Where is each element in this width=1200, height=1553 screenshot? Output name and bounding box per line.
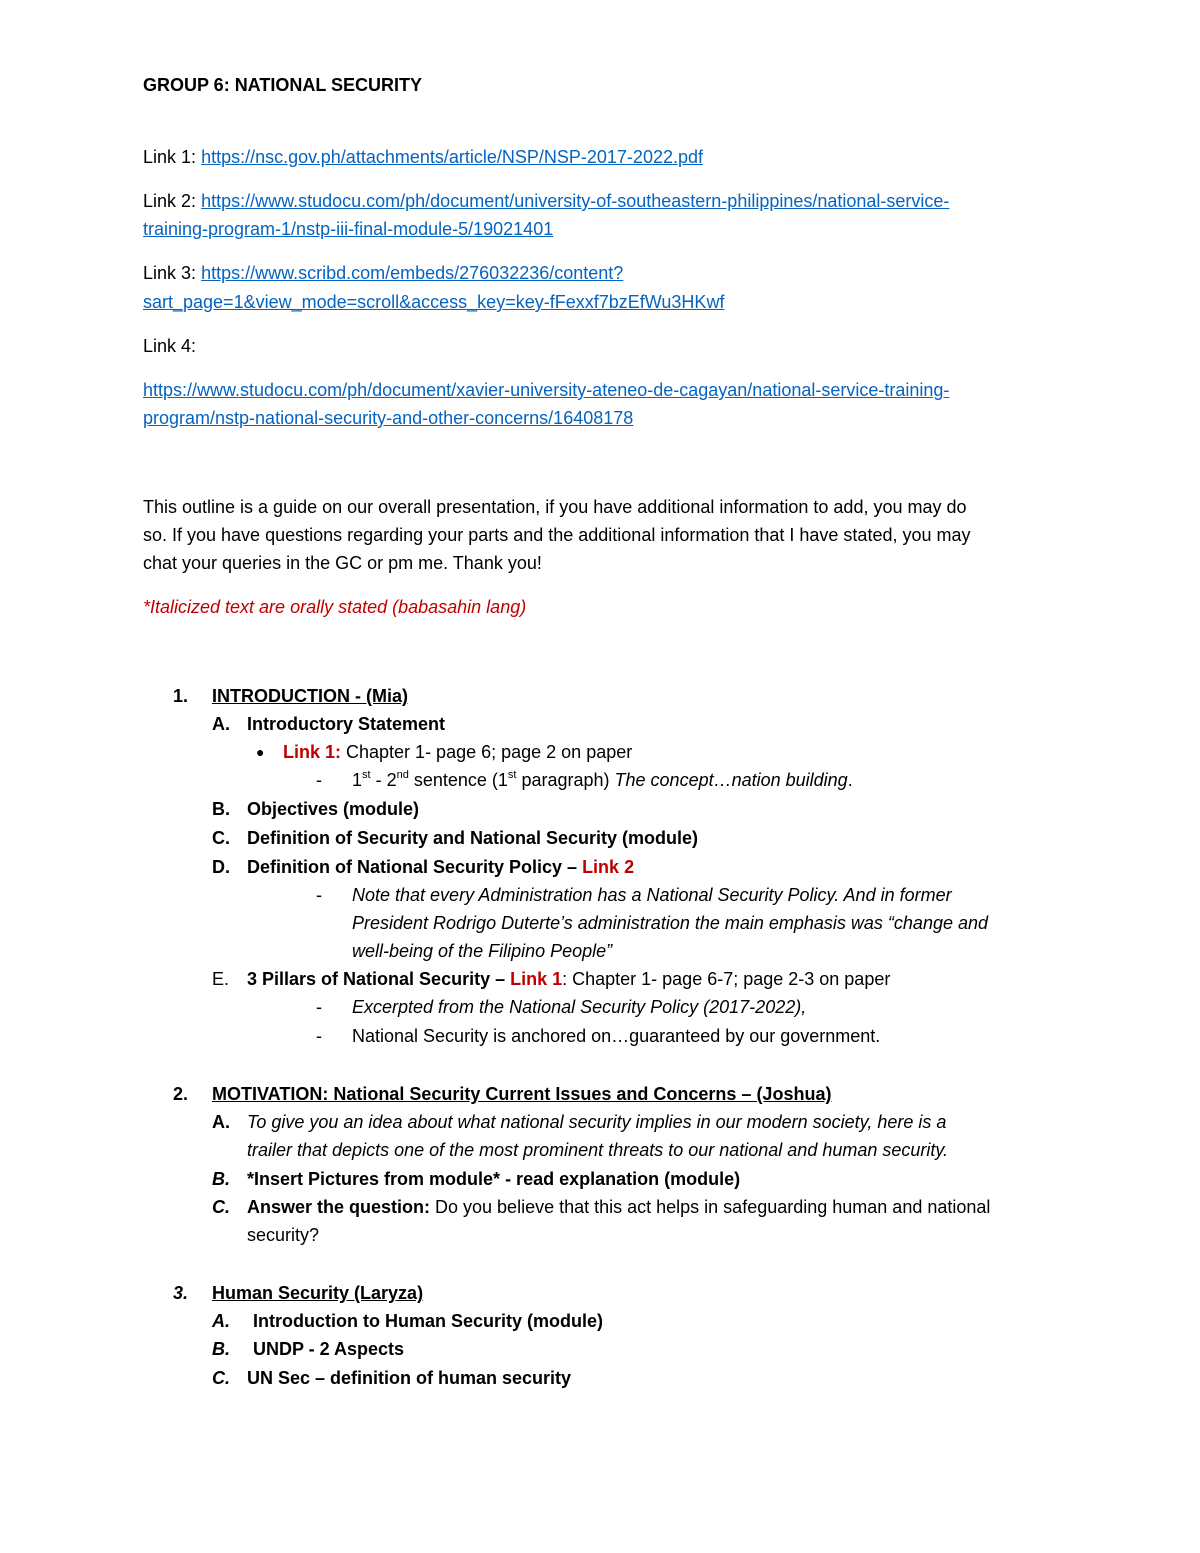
s1-a-letter: A.	[212, 714, 230, 734]
page-title: GROUP 6: NATIONAL SECURITY	[143, 75, 423, 95]
intro-paragraph-line-1: This outline is a guide on our overall presentation, if you have additional information to add, you may do	[143, 497, 967, 517]
link-2-row	[143, 189, 949, 213]
link-3-label: Link 3:	[143, 263, 197, 283]
section-3-number: 3.	[173, 1283, 189, 1303]
s1-a-bullet-text: Chapter 1- page 6; page 2 on paper	[341, 742, 633, 762]
s3-b-letter: B.	[212, 1339, 230, 1359]
link-1-label: Link 1:	[143, 147, 197, 167]
s1-b-letter: B.	[212, 799, 230, 819]
s1-e-link: Link 1	[510, 969, 563, 989]
s1-e-text: 3 Pillars of National Security –	[247, 969, 511, 989]
s1-a-bullet-link: Link 1:	[283, 742, 342, 762]
link-3-row	[143, 261, 623, 285]
s2-c-row	[247, 1195, 990, 1219]
s3-c-letter: C.	[212, 1368, 230, 1388]
link-4-url-line-1[interactable]: https://www.studocu.com/ph/document/xavier-university-ateneo-de-cagayan/national-service-training-	[143, 380, 950, 400]
s1-d-note-line-2: President Rodrigo Duterte’s administration the main emphasis was “change and	[352, 913, 989, 933]
s2-c-line-2: security?	[247, 1225, 320, 1245]
link-4-label: Link 4:	[143, 336, 197, 356]
s1-e-dash-2: -	[316, 1026, 322, 1046]
s1-d-link: Link 2	[582, 857, 635, 877]
intro-paragraph-line-2: so. If you have questions regarding your parts and the additional information that I have stated, you may	[143, 525, 971, 545]
s3-c-text: UN Sec – definition of human security	[247, 1368, 572, 1388]
s1-c-text: Definition of Security and National Security (module)	[247, 828, 699, 848]
s2-c-rest: Do you believe that this act helps in safeguarding human and national	[430, 1197, 991, 1217]
s1-e-dash-1: -	[316, 997, 322, 1017]
s2-c-letter: C.	[212, 1197, 230, 1217]
s1-a-text: Introductory Statement	[247, 714, 446, 734]
link-3-url-line-1[interactable]: https://www.scribd.com/embeds/276032236/content?	[201, 263, 624, 283]
s1-d-text: Definition of National Security Policy –	[247, 857, 583, 877]
s2-b-text: *Insert Pictures from module* - read explanation (module)	[247, 1169, 741, 1189]
s1-b-text: Objectives (module)	[247, 799, 420, 819]
s3-b-text: UNDP - 2 Aspects	[253, 1339, 405, 1359]
intro-paragraph-line-3: chat your queries in the GC or pm me. Thank you!	[143, 553, 542, 573]
s3-a-letter: A.	[212, 1311, 230, 1331]
link-4-url-line-2[interactable]: program/nstp-national-security-and-other-concerns/16408178	[143, 408, 634, 428]
link-2-label: Link 2:	[143, 191, 197, 211]
link-1-row	[143, 145, 703, 169]
section-2-number: 2.	[173, 1084, 189, 1104]
s1-e-sub-1: Excerpted from the National Security Policy (2017-2022),	[352, 997, 807, 1017]
s1-a-subitem: 1st - 2nd sentence (1st paragraph) The concept…nation building.	[352, 769, 853, 790]
s1-a-dash: -	[316, 770, 322, 790]
s2-b-letter: B.	[212, 1169, 230, 1189]
s2-a-letter: A.	[212, 1112, 230, 1132]
s2-a-line-1: To give you an idea about what national security implies in our modern society, here is a	[247, 1112, 947, 1132]
section-3-title: Human Security (Laryza)	[212, 1283, 424, 1303]
s1-e-sub-2: National Security is anchored on…guaranteed by our government.	[352, 1026, 881, 1046]
s1-d-dash: -	[316, 885, 322, 905]
italic-note: *Italicized text are orally stated (babasahin lang)	[143, 597, 527, 617]
link-2-url-line-1[interactable]: https://www.studocu.com/ph/document/university-of-southeastern-philippines/national-service-	[201, 191, 950, 211]
link-3-url-line-2[interactable]: sart_page=1&view_mode=scroll&access_key=key-fFexxf7bzEfWu3HKwf	[143, 292, 725, 312]
s1-d-row	[247, 855, 634, 879]
link-2-url-line-2[interactable]: training-program-1/nstp-iii-final-module-5/19021401	[143, 219, 554, 239]
bullet-icon: ●	[256, 744, 265, 760]
s1-d-note-line-1: Note that every Administration has a National Security Policy. And in former	[352, 885, 952, 905]
s1-e-rest: : Chapter 1- page 6-7; page 2-3 on paper	[562, 969, 891, 989]
s1-d-note-line-3: well-being of the Filipino People”	[352, 941, 613, 961]
section-1-number: 1.	[173, 686, 189, 706]
s2-c-bold: Answer the question:	[247, 1197, 431, 1217]
s1-e-letter: E.	[212, 969, 230, 989]
s1-e-row	[247, 967, 890, 991]
section-2-title: MOTIVATION: National Security Current Issues and Concerns – (Joshua)	[212, 1084, 832, 1104]
s1-a-bullet	[283, 740, 632, 764]
link-1-url[interactable]: https://nsc.gov.ph/attachments/article/NSP/NSP-2017-2022.pdf	[201, 147, 703, 167]
s1-d-letter: D.	[212, 857, 230, 877]
s3-a-text: Introduction to Human Security (module)	[253, 1311, 603, 1331]
section-1-title: INTRODUCTION - (Mia)	[212, 686, 408, 706]
s2-a-line-2: trailer that depicts one of the most prominent threats to our national and human security.	[247, 1140, 949, 1160]
s1-c-letter: C.	[212, 828, 230, 848]
